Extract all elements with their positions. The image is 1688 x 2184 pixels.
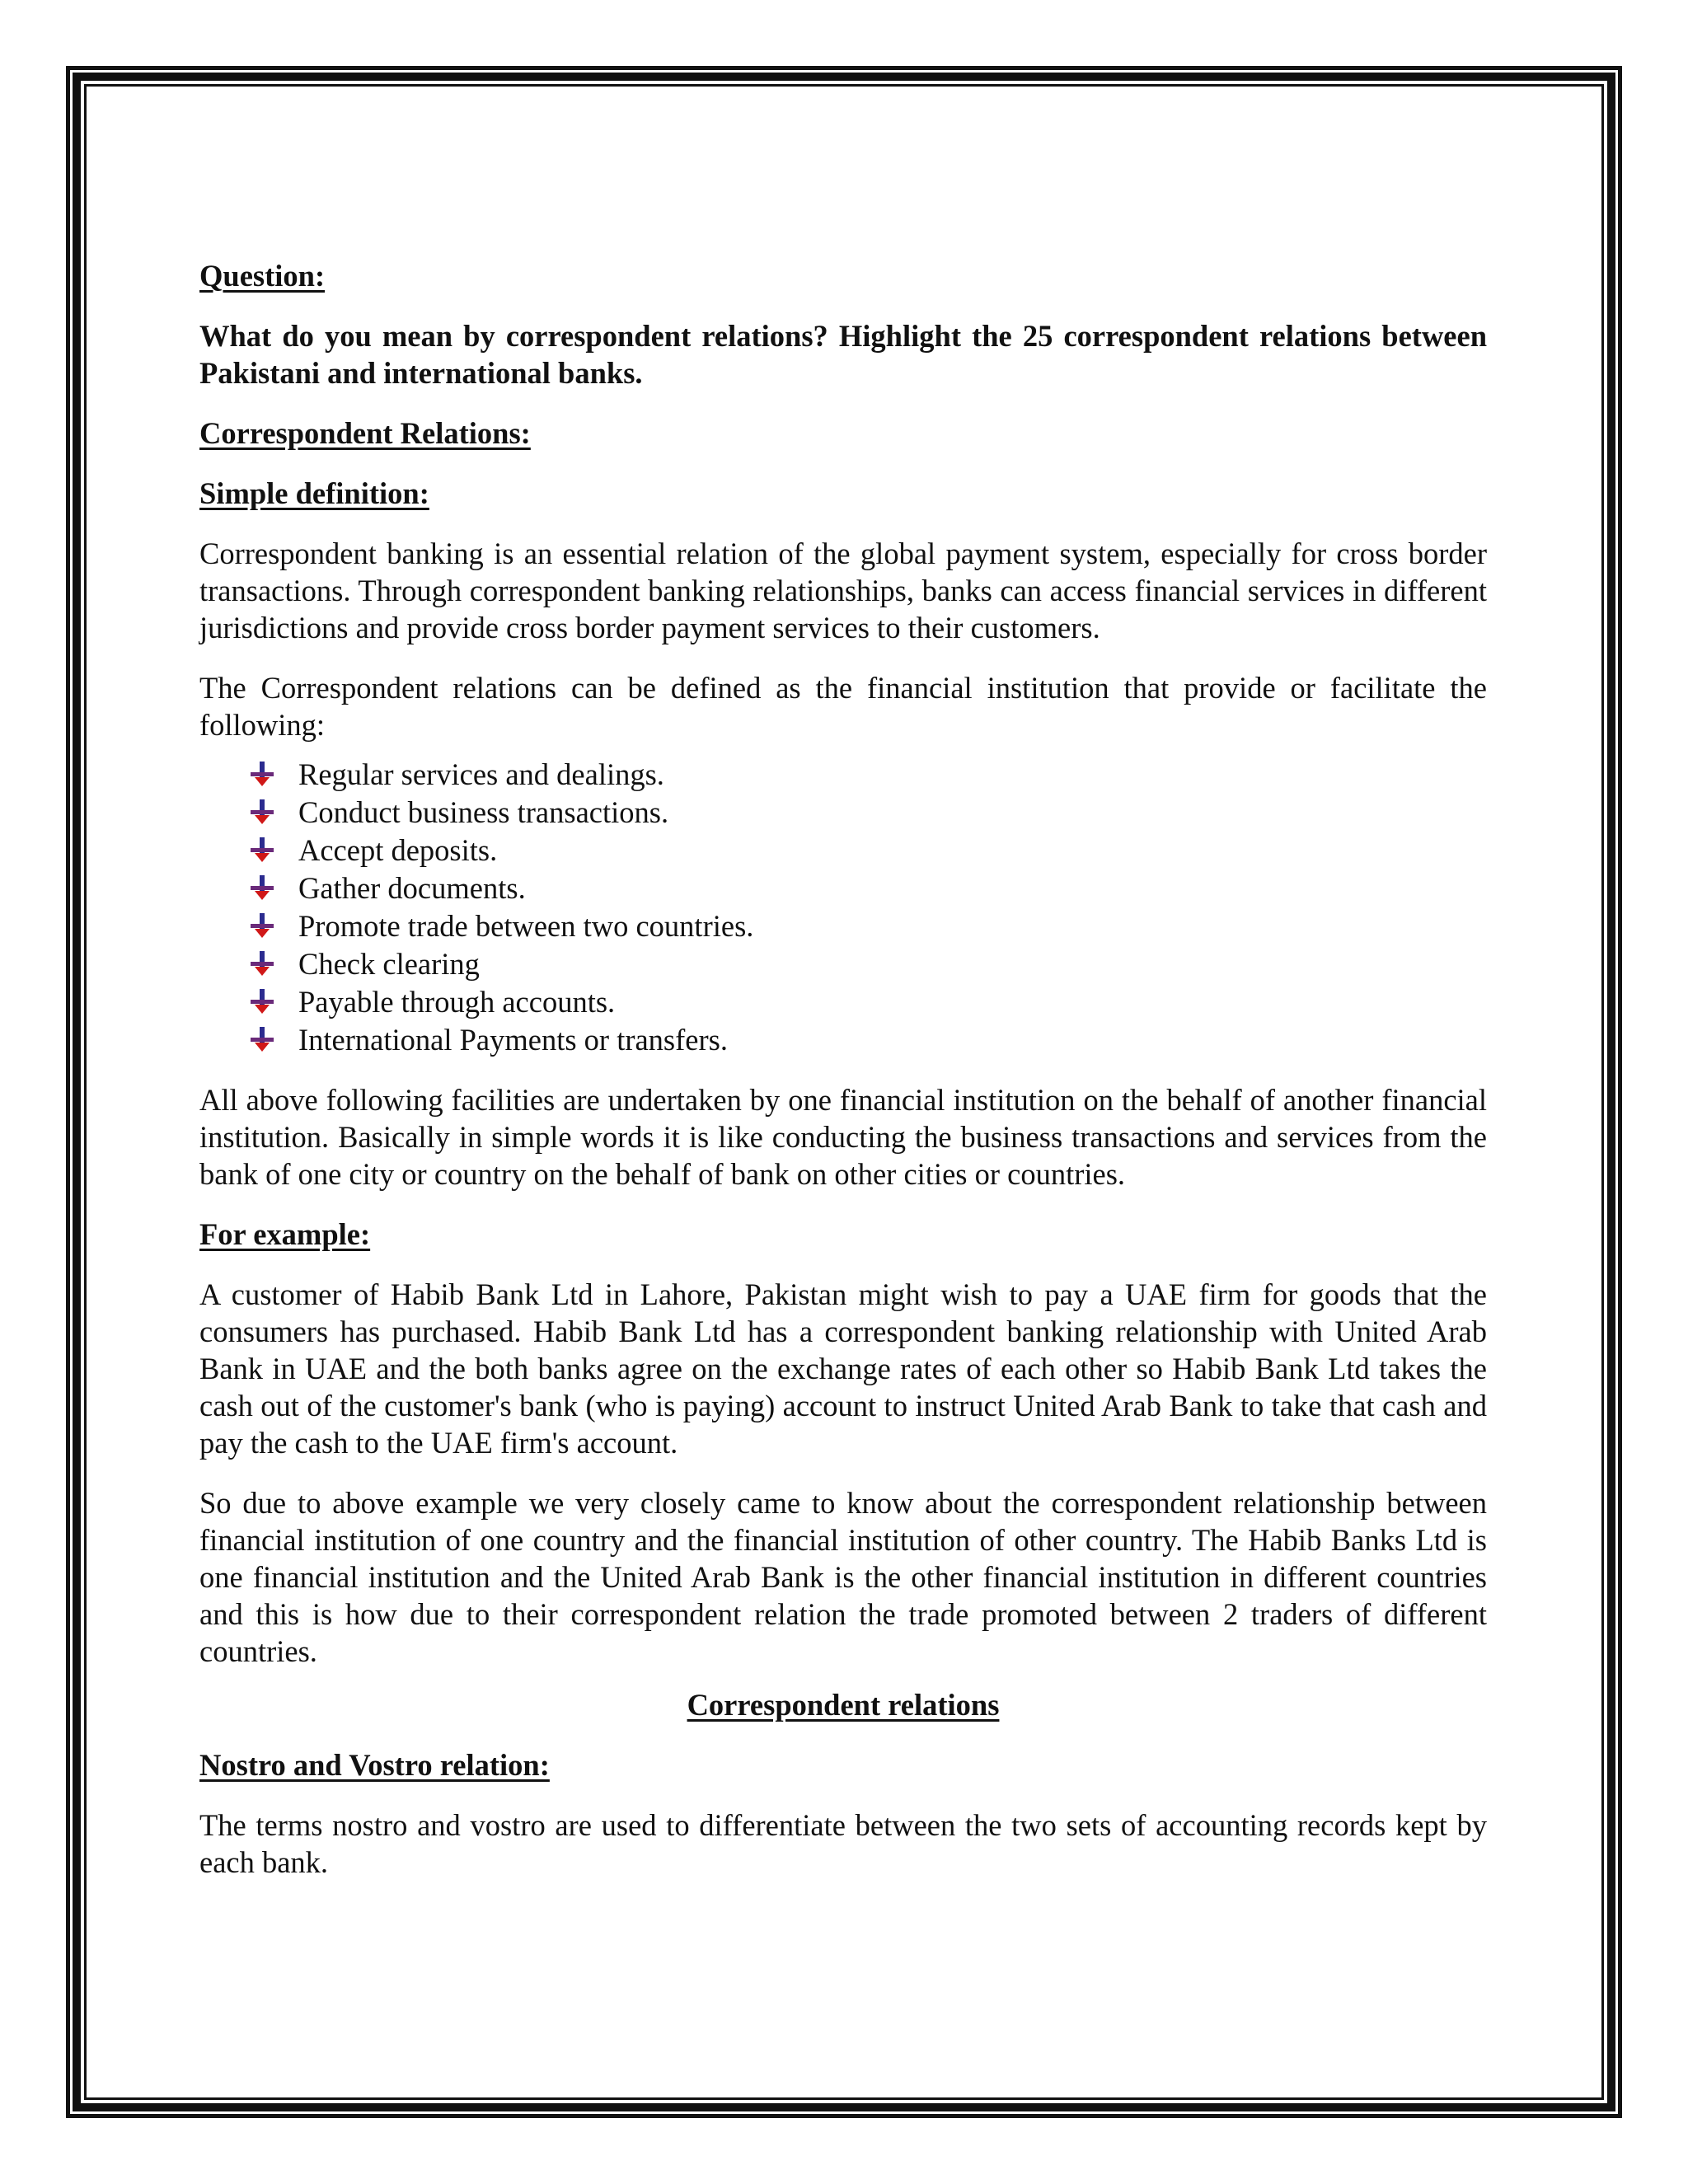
list-item-text: Regular services and dealings.: [298, 757, 664, 791]
document-body: [199, 257, 1487, 1904]
list-item: [249, 793, 1487, 831]
arrow-down-plus-icon: [249, 874, 275, 901]
section-title: Correspondent relations: [687, 1688, 1000, 1722]
question-heading: Question:: [199, 259, 326, 293]
list-item-text: Gather documents.: [298, 870, 526, 905]
list-item: [249, 944, 1487, 982]
list-item-text: International Payments or transfers.: [298, 1022, 728, 1057]
simple-definition-paragraph: Correspondent banking is an essential relation of the global payment system, especially for cross border transactions. Through correspondent banking relationships, banks can access financial services in different jurisdictions and provide cross border payment services to their customers.: [199, 537, 1487, 644]
list-item: [249, 755, 1487, 793]
list-item: [249, 1020, 1487, 1058]
list-item-text: Check clearing: [298, 946, 480, 981]
definition-intro-paragraph: The Correspondent relations can be defined as the financial institution that provide or facilitate the following:: [199, 671, 1487, 742]
list-item: [249, 869, 1487, 907]
list-item-text: Payable through accounts.: [298, 984, 616, 1019]
list-item-text: Promote trade between two countries.: [298, 908, 754, 943]
list-item-text: Conduct business transactions.: [298, 794, 669, 829]
nostro-vostro-paragraph: The terms nostro and vostro are used to differentiate between the two sets of accounting records kept by each bank.: [199, 1808, 1487, 1879]
arrow-down-plus-icon: [249, 950, 275, 977]
question-text: What do you mean by correspondent relations? Highlight the 25 correspondent relations between Pakistani and international banks.: [199, 319, 1487, 390]
arrow-down-plus-icon: [249, 1026, 275, 1052]
example-paragraph-1: A customer of Habib Bank Ltd in Lahore, Pakistan might wish to pay a UAE firm for goods that the consumers has purchased. Habib Bank Ltd has a correspondent banking relationship with United Arab Bank in UAE and the both banks agree on the exchange rates of each other so Habib Bank Ltd takes the cash out of the customer's bank (who is paying) account to instruct United Arab Bank to take that cash and pay the cash to the UAE firm's account.: [199, 1277, 1487, 1460]
list-item: [249, 907, 1487, 944]
example-heading: For example:: [199, 1217, 371, 1251]
arrow-down-plus-icon: [249, 912, 275, 939]
correspondent-relations-heading: Correspondent Relations:: [199, 416, 531, 450]
facilities-list: [199, 755, 1487, 1058]
example-paragraph-2: So due to above example we very closely came to know about the correspondent relationship between financial institution of one country and the financial institution of other country. The Habib Banks Ltd is one financial institution and the United Arab Bank is the other financial institution in different countries and this is how due to their correspondent relation the trade promoted between 2 traders of different countries.: [199, 1486, 1487, 1668]
arrow-down-plus-icon: [249, 799, 275, 825]
arrow-down-plus-icon: [249, 837, 275, 863]
arrow-down-plus-icon: [249, 988, 275, 1015]
list-item: [249, 982, 1487, 1020]
nostro-vostro-heading: Nostro and Vostro relation:: [199, 1748, 550, 1782]
facilities-paragraph: All above following facilities are undertaken by one financial institution on the behalf of another financial institution. Basically in simple words it is like conducting the business transactions and services from the bank of one city or country on the behalf of bank on other cities or countries.: [199, 1083, 1487, 1191]
list-item-text: Accept deposits.: [298, 832, 498, 867]
arrow-down-plus-icon: [249, 761, 275, 787]
list-item: [249, 831, 1487, 869]
simple-definition-heading: Simple definition:: [199, 476, 429, 510]
